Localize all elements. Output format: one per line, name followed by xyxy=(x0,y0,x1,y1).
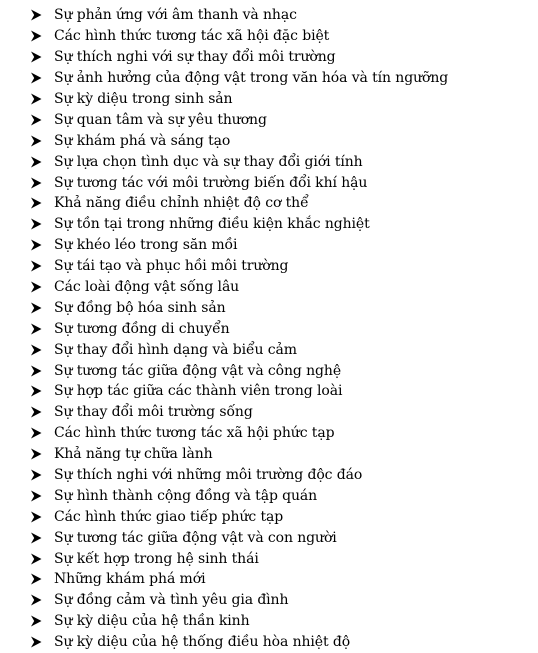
list-item xyxy=(30,214,538,235)
list-item-text: Sự tương tác với môi trường biến đổi khí hậu xyxy=(54,174,368,191)
bullet-list xyxy=(30,5,538,653)
list-item xyxy=(30,569,538,590)
list-item-text: Sự tái tạo và phục hồi môi trường xyxy=(54,258,289,275)
arrowhead-bullet-icon xyxy=(30,72,54,84)
document-page xyxy=(30,5,538,653)
arrowhead-bullet-icon xyxy=(30,427,54,439)
list-item-text: Sự quan tâm và sự yêu thương xyxy=(54,111,267,128)
list-item-text: Sự thay đổi hình dạng và biểu cảm xyxy=(54,341,297,358)
arrowhead-bullet-icon xyxy=(30,239,54,251)
list-item xyxy=(30,277,538,298)
arrowhead-bullet-icon xyxy=(30,594,54,606)
list-item-text: Sự hợp tác giữa các thành viên trong loài xyxy=(54,383,343,400)
list-item xyxy=(30,297,538,318)
list-item xyxy=(30,235,538,256)
list-item xyxy=(30,465,538,486)
list-item xyxy=(30,506,538,527)
list-item-text: Sự đồng bộ hóa sinh sản xyxy=(54,299,226,316)
list-item-text: Sự khám phá và sáng tạo xyxy=(54,132,231,149)
list-item xyxy=(30,423,538,444)
list-item-text: Các hình thức tương tác xã hội đặc biệt xyxy=(54,28,330,45)
list-item-text: Sự tương đồng di chuyển xyxy=(54,320,230,337)
list-item-text: Những khám phá mới xyxy=(54,571,206,588)
list-item-text: Sự thích nghi với những môi trường độc đáo xyxy=(54,467,363,484)
arrowhead-bullet-icon xyxy=(30,365,54,377)
list-item-text: Sự thích nghi với sự thay đổi môi trường xyxy=(54,49,336,66)
list-item xyxy=(30,68,538,89)
list-item-text: Sự khéo léo trong săn mồi xyxy=(54,237,238,254)
arrowhead-bullet-icon xyxy=(30,615,54,627)
list-item-text: Khả năng điều chỉnh nhiệt độ cơ thể xyxy=(54,195,309,212)
arrowhead-bullet-icon xyxy=(30,135,54,147)
list-item-text: Sự tương tác giữa động vật và công nghệ xyxy=(54,362,342,379)
list-item-text: Sự thay đổi môi trường sống xyxy=(54,404,253,421)
arrowhead-bullet-icon xyxy=(30,469,54,481)
arrowhead-bullet-icon xyxy=(30,9,54,21)
arrowhead-bullet-icon xyxy=(30,197,54,209)
arrowhead-bullet-icon xyxy=(30,156,54,168)
arrowhead-bullet-icon xyxy=(30,448,54,460)
list-item xyxy=(30,109,538,130)
list-item xyxy=(30,590,538,611)
list-item-text: Sự phản ứng với âm thanh và nhạc xyxy=(54,7,297,24)
list-item-text: Sự kết hợp trong hệ sinh thái xyxy=(54,550,259,567)
list-item xyxy=(30,5,538,26)
arrowhead-bullet-icon xyxy=(30,302,54,314)
list-item-text: Khả năng tự chữa lành xyxy=(54,446,213,463)
list-item-text: Sự kỳ diệu trong sinh sản xyxy=(54,91,233,107)
arrowhead-bullet-icon xyxy=(30,218,54,230)
list-item xyxy=(30,47,538,68)
list-item xyxy=(30,89,538,110)
arrowhead-bullet-icon xyxy=(30,636,54,648)
list-item xyxy=(30,339,538,360)
arrowhead-bullet-icon xyxy=(30,511,54,523)
arrowhead-bullet-icon xyxy=(30,177,54,189)
list-item xyxy=(30,611,538,632)
list-item xyxy=(30,256,538,277)
arrowhead-bullet-icon xyxy=(30,323,54,335)
list-item xyxy=(30,172,538,193)
arrowhead-bullet-icon xyxy=(30,114,54,126)
list-item xyxy=(30,26,538,47)
list-item-text: Sự kỳ diệu của hệ thần kinh xyxy=(54,613,250,630)
list-item xyxy=(30,193,538,214)
list-item xyxy=(30,130,538,151)
list-item xyxy=(30,318,538,339)
arrowhead-bullet-icon xyxy=(30,553,54,565)
list-item xyxy=(30,527,538,548)
arrowhead-bullet-icon xyxy=(30,573,54,585)
list-item-text: Sự đồng cảm và tình yêu gia đình xyxy=(54,592,289,609)
arrowhead-bullet-icon xyxy=(30,30,54,42)
list-item-text: Các loài động vật sống lâu xyxy=(54,279,240,296)
list-item-text: Sự kỳ diệu của hệ thống điều hòa nhiệt độ xyxy=(54,634,351,651)
list-item xyxy=(30,151,538,172)
list-item xyxy=(30,402,538,423)
arrowhead-bullet-icon xyxy=(30,51,54,63)
list-item-text: Các hình thức tương tác xã hội phức tạp xyxy=(54,425,335,442)
list-item xyxy=(30,548,538,569)
arrowhead-bullet-icon xyxy=(30,406,54,418)
list-item xyxy=(30,632,538,653)
arrowhead-bullet-icon xyxy=(30,490,54,502)
arrowhead-bullet-icon xyxy=(30,344,54,356)
arrowhead-bullet-icon xyxy=(30,385,54,397)
arrowhead-bullet-icon xyxy=(30,93,54,105)
list-item xyxy=(30,485,538,506)
list-item-text: Sự ảnh hưởng của động vật trong văn hóa và tín ngưỡng xyxy=(54,70,449,87)
list-item-text: Sự tồn tại trong những điều kiện khắc nghiệt xyxy=(54,216,370,233)
list-item-text: Sự lựa chọn tình dục và sự thay đổi giới tính xyxy=(54,153,363,170)
list-item-text: Sự tương tác giữa động vật và con người xyxy=(54,529,337,546)
list-item-text: Sự hình thành cộng đồng và tập quán xyxy=(54,487,318,504)
list-item-text: Các hình thức giao tiếp phức tạp xyxy=(54,508,284,525)
arrowhead-bullet-icon xyxy=(30,281,54,293)
list-item xyxy=(30,444,538,465)
arrowhead-bullet-icon xyxy=(30,532,54,544)
list-item xyxy=(30,360,538,381)
arrowhead-bullet-icon xyxy=(30,260,54,272)
list-item xyxy=(30,381,538,402)
